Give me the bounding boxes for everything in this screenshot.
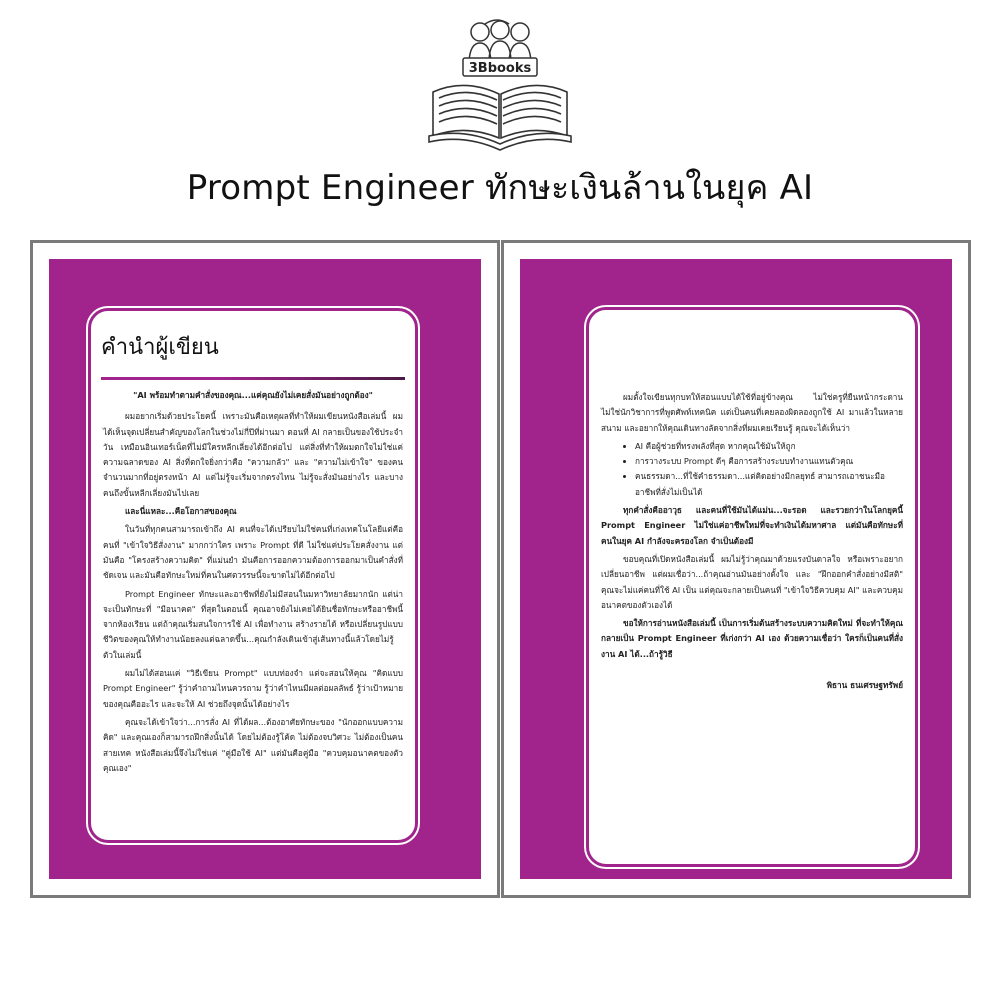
page-title: Prompt Engineer ทักษะเงินล้านในยุค AI xyxy=(186,168,814,208)
paragraph: Prompt Engineer ทักษะและอาชีพที่ยังไม่มีสอนในมหาวิทยาลัยมากนัก แต่น่าจะเป็นทักษะที่ "มีอนาคต" ที่สุดในตอนนี้ คุณอาจยังไม่เคยได้ยินชื่อทักษะหรืออาชีพนี้จากห้องเรียน แต่ถ้าคุณเริ่มสนใจการใช้ AI เพื่อทำงาน สร้างรายได้ หรือเปลี่ยนรูปแบบชีวิตของคุณให้ทำงานน้อยลงแต่ฉลาดขึ้น...คุณกำลังเดินเข้าสู่เส้นทางนี้แล้วโดยไม่รู้ตัวในเล่มนี้ xyxy=(103,588,403,660)
paragraph: ทุกคำสั่งคืออาวุธ และคนที่ใช้มันได้แม่น...จะรอด และรวยกว่าในโลกยุคนี้ Prompt Engineer ไม่ใช่แค่อาชีพใหม่ที่จะทำเงินได้มหาศาล แต่มันคือทักษะที่คนในยุค AI กำลังจะครองโลก จำเป็นต้องมี xyxy=(601,505,903,546)
right-page-frame xyxy=(501,240,971,898)
paragraph: ผมไม่ได้สอนแค่ "วิธีเขียน Prompt" แบบท่องจำ แต่จะสอนให้คุณ "คิดแบบ Prompt Engineer" รู้ว่าคำถามไหนควรถาม รู้ว่าคำไหนมีผลต่อผลลัพธ์ รู้ว่าเป้าหมายของคุณคืออะไร และจะให้ AI ช่วยถึงจุดนั้นได้อย่างไร xyxy=(103,668,403,709)
opening-quote: "AI พร้อมทำตามคำสั่งของคุณ...แค่คุณยังไม่เคยสั่งมันอย่างถูกต้อง" xyxy=(133,390,373,400)
paragraph: ขอให้การอ่านหนังสือเล่มนี้ เป็นการเริ่มต้นสร้างระบบความคิดใหม่ ที่จะทำให้คุณกลายเป็น Prompt Engineer ที่เก่งกว่า AI เอง ด้วยความเชื่อว่า ใครก็เป็นคนที่สั่งงาน AI ได้...ถ้ารู้วิธี xyxy=(601,618,903,659)
list-item: • คนธรรมดา...ที่ใช้คำธรรมดา...แต่คิดอย่างมีกลยุทธ์ สามารถเอาชนะมืออาชีพที่สั่งไม่เป็นได้ xyxy=(635,469,903,500)
left-page-background xyxy=(49,259,481,879)
logo-text: 3Bbooks xyxy=(468,61,532,76)
list-item: • AI คือผู้ช่วยที่ทรงพลังที่สุด หากคุณใช้มันให้ถูก xyxy=(635,439,903,454)
right-page-card xyxy=(586,307,918,867)
paragraph: ในวันที่ทุกคนสามารถเข้าถึง AI คนที่จะได้เปรียบไม่ใช่คนที่เก่งเทคโนโลยีแต่คือคนที่ "เข้าใจวิธีสั่งงาน" มากกว่าใคร เพราะ Prompt ที่ดี ไม่ใช่แค่ประโยคสั่งงาน แต่มันคือ "โครงสร้างความคิด" ที่แม่นยำ มันคือการออกความต้องการออกมาเป็นคำสั่งที่ชัดเจน และมันคือทักษะใหม่ที่คนในศตวรรษนี้จะขาดไม่ได้อีกต่อไป xyxy=(103,524,403,581)
benefit-list xyxy=(601,439,903,500)
author-signature: พิธาน ธนเศรษฐทรัพย์ xyxy=(826,680,903,691)
paragraph: ผมตั้งใจเขียนทุกบทให้สอนแบบได้ใช้ที่อยู่ข้างคุณ ไม่ใช่ครูที่ยืนหน้ากระดาน ไม่ใช่นักวิชาการที่พูดศัพท์เทคนิค แต่เป็นคนที่เคยลองผิดลองถูกใช้ AI มาแล้วในหลายสนาม และอยากให้คุณเดินทางลัดจากสิ่งที่ผมเคยเรียนรู้ คุณจะได้เห็นว่า xyxy=(601,392,903,433)
brand-logo xyxy=(425,10,575,155)
left-page-card xyxy=(88,308,418,843)
paragraph: คุณจะได้เข้าใจว่า...การสั่ง AI ที่ได้ผล...ต้องอาศัยทักษะของ "นักออกแบบความคิด" และคุณเองก็สามารถฝึกสิ่งนั้นได้ โดยไม่ต้องรู้โค้ด ไม่ต้องจบวิศวะ ไม่ต้องเป็นคนสายเทค หนังสือเล่มนี้จึงไม่ใช่แค่ "คู่มือใช้ AI" แต่มันคือคู่มือ "ควบคุมอนาคตของตัวคุณเอง" xyxy=(103,716,403,773)
left-page-frame xyxy=(30,240,500,898)
right-page-background xyxy=(520,259,952,879)
preface-heading: คำนำผู้เขียน xyxy=(101,335,219,360)
right-page-text xyxy=(589,310,915,693)
open-book-with-people-icon xyxy=(425,10,575,155)
left-page-text xyxy=(91,388,415,776)
paragraph: ผมอยากเริ่มด้วยประโยคนี้ เพราะมันคือเหตุผลที่ทำให้ผมเขียนหนังสือเล่มนี้ ผมได้เห็นจุดเปลี่ยนสำคัญของโลกในช่วงไม่กี่ปีที่ผ่านมา ตอนที่ AI กลายเป็นของใช้ประจำวัน เหมือนอินเทอร์เน็ตที่ไม่มีใครหลีกเลี่ยงได้อีกต่อไป แต่สิ่งที่ทำให้ผมตกใจไม่ใช่แค่ความฉลาดของ AI สิ่งที่ตกใจยิ่งกว่าคือ "ความกลัว" และ "ความไม่เข้าใจ" ของคนจำนวนมากที่อยู่ตรงหน้า AI แต่ไม่รู้จะเริ่มจากตรงไหน ไม่รู้จะสั่งมันอย่างไร และบางคนถึงขั้นหลีกเลี่ยงมันไปเลย xyxy=(103,411,403,498)
paragraph: ขอบคุณที่เปิดหนังสือเล่มนี้ ผมไม่รู้ว่าคุณมาด้วยแรงบันดาลใจ หรือเพราะอยากเปลี่ยนอาชีพ แต่ผมเชื่อว่า...ถ้าคุณอ่านมันอย่างตั้งใจ และ "ฝึกออกคำสั่งอย่างมีสติ" คุณจะไม่แค่คนที่ใช้ AI เป็น แต่คุณจะกลายเป็นคนที่ "เข้าใจวิธีควบคุม AI" และควบคุมอนาคตของตัวเองได้ xyxy=(601,553,903,610)
list-item: • การวางระบบ Prompt ดีๆ คือการสร้างระบบทำงานแทนตัวคุณ xyxy=(635,454,903,469)
subheading-opportunity: และนี่แหละ...คือโอกาสของคุณ xyxy=(125,506,237,517)
heading-underline xyxy=(101,377,405,380)
